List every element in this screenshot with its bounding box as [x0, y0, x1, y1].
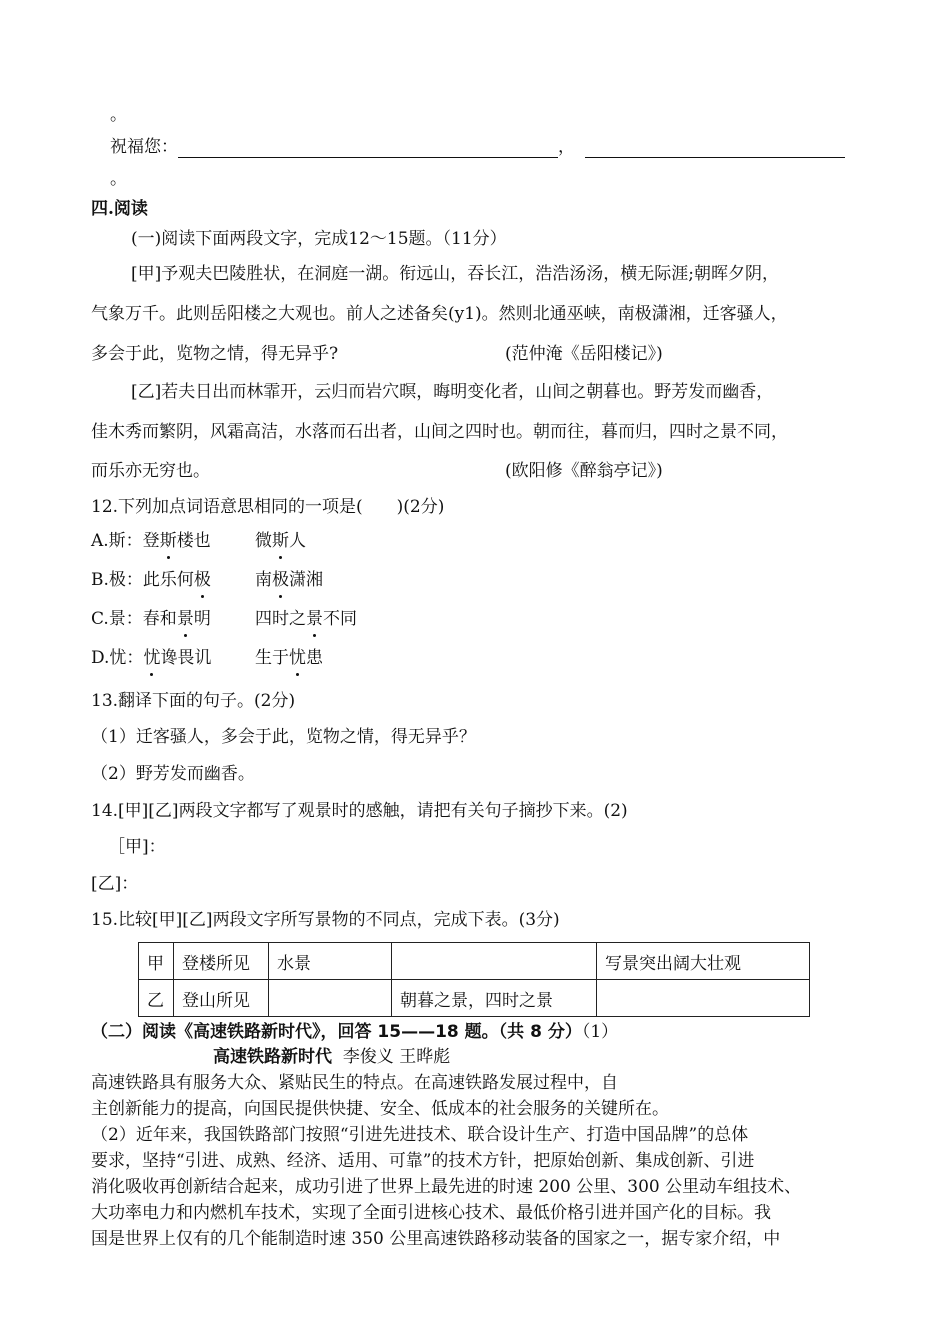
- option-text: D.忧：: [91, 648, 144, 668]
- table-cell: 登楼所见: [174, 943, 269, 980]
- q12-option-d[interactable]: [91, 647, 211, 669]
- passage-jia-source: (范仲淹《岳阳楼记》): [505, 344, 663, 364]
- option-text: 患: [306, 648, 323, 668]
- q12-option-c[interactable]: [91, 608, 211, 630]
- part2-heading-tail: （1）: [581, 1022, 619, 1042]
- table-row: [139, 980, 810, 1017]
- table-cell: 登山所见: [174, 980, 269, 1017]
- dotted-char: 斯: [159, 531, 177, 551]
- q12-option-c-b: [255, 608, 357, 630]
- q13-item-1: （1）迁客骚人，多会于此，览物之情，得无异乎？: [91, 727, 476, 747]
- table-row: [139, 943, 810, 980]
- q13-item-2: （2）野芳发而幽香。: [91, 764, 255, 784]
- comparison-table: [138, 942, 810, 1017]
- article-title-line: [213, 1046, 450, 1068]
- article-line-5: 消化吸收再创新结合起来，成功引进了世界上最先进的时速 200 公里、300 公里动车组技术、: [91, 1177, 802, 1197]
- q13-stem: 13.翻译下面的句子。(2分): [91, 691, 296, 711]
- option-text: 生于: [255, 648, 289, 668]
- passage-yi-line-3: 而乐亦无穷也。: [91, 461, 210, 481]
- q15-stem: 15.比较[甲][乙]两段文字所写景物的不同点，完成下表。(3分): [91, 910, 560, 930]
- option-text: C.景：春和: [91, 609, 177, 629]
- q14-stem: 14.[甲][乙]两段文字都写了观景时的感触，请把有关句子摘抄下来。(2): [91, 801, 628, 821]
- dotted-char: 忧: [143, 648, 161, 668]
- option-text: 谗畏讥: [160, 648, 212, 668]
- wish-line: [110, 136, 845, 158]
- article-line-1: 高速铁路具有服务大众、紧贴民生的特点。在高速铁路发展过程中，自: [91, 1073, 618, 1093]
- dotted-char: 斯: [272, 531, 289, 551]
- dotted-char: 景: [306, 609, 323, 629]
- q14-yi[interactable]: [乙]：: [91, 874, 139, 894]
- option-text: A.斯：登: [91, 531, 160, 551]
- dotted-char: 忧: [289, 648, 306, 668]
- q12-option-a-b: [255, 530, 306, 552]
- part2-heading-line: [91, 1021, 618, 1043]
- table-cell[interactable]: [392, 943, 597, 980]
- option-text: 南: [255, 570, 272, 590]
- dotted-char: 极: [272, 570, 289, 590]
- q12-option-a[interactable]: [91, 530, 211, 552]
- article-line-4: 要求，坚持“引进、成熟、经济、适用、可靠”的技术方针，把原始创新、集成创新、引进: [91, 1151, 755, 1171]
- wish-label: 祝福您：: [110, 137, 178, 157]
- option-text: 潇湘: [289, 570, 323, 590]
- table-cell[interactable]: [269, 980, 392, 1017]
- q14-jia[interactable]: ［甲]：: [108, 837, 166, 857]
- option-text: B.极：此乐何: [91, 570, 194, 590]
- dotted-char: 极: [193, 570, 211, 590]
- part2-heading: （二）阅读《高速铁路新时代》，回答 15——18 题。（共 8 分）: [91, 1022, 582, 1042]
- dotted-char: 景: [176, 609, 194, 629]
- q12-stem: 12.下列加点词语意思相同的一项是( )(2分): [91, 497, 445, 517]
- q12-option-b-b: [255, 569, 323, 591]
- passage-jia-line-2: 气象万千。此则岳阳楼之大观也。前人之述备矣(y1)。然则北通巫峡，南极潇湘，迁客骚人，: [91, 304, 788, 324]
- passage-yi-source: (欧阳修《醉翁亭记》): [505, 461, 663, 481]
- option-text: 微: [255, 531, 272, 551]
- reading-intro: (一)阅读下面两段文字，完成12～15题。（11分）: [131, 229, 507, 249]
- article-title: 高速铁路新时代: [213, 1047, 332, 1067]
- passage-jia-line-3: 多会于此，览物之情，得无异乎?: [91, 344, 339, 364]
- article-line-7: 国是世界上仅有的几个能制造时速 350 公里高速铁路移动装备的国家之一，据专家介绍，中: [91, 1229, 781, 1249]
- wish-blank-2[interactable]: [585, 139, 845, 158]
- article-authors: 李俊义 王晔彪: [342, 1047, 451, 1067]
- table-cell: 水景: [269, 943, 392, 980]
- article-line-2: 主创新能力的提高，向国民提供快捷、安全、低成本的社会服务的关键所在。: [91, 1099, 669, 1119]
- article-line-6: 大功率电力和内燃机车技术，实现了全面引进核心技术、最低价格引进并国产化的目标。我: [91, 1203, 771, 1223]
- option-text: 楼也: [176, 531, 211, 551]
- q12-option-d-b: [255, 647, 323, 669]
- table-cell: 朝暮之景，四时之景: [392, 980, 597, 1017]
- table-cell: 乙: [139, 980, 174, 1017]
- table-cell: 甲: [139, 943, 174, 980]
- passage-yi-line-2: 佳木秀而繁阴，风霜高洁，水落而石出者，山间之四时也。朝而往，暮而归，四时之景不同，: [91, 422, 788, 442]
- q12-option-b[interactable]: [91, 569, 211, 591]
- wish-comma: ，: [558, 137, 575, 157]
- wish-blank-1[interactable]: [178, 139, 558, 158]
- passage-yi-line-1: [乙]若夫日出而林霏开，云归而岩穴暝，晦明变化者，山间之朝暮也。野芳发而幽香，: [131, 382, 774, 402]
- trailing-period: 。: [110, 105, 127, 125]
- option-text: 明: [193, 609, 211, 629]
- option-text: 四时之: [255, 609, 306, 629]
- article-line-3: （2）近年来，我国铁路部门按照“引进先进技术、联合设计生产、打造中国品牌”的总体: [91, 1125, 749, 1145]
- passage-jia-line-1: [甲]予观夫巴陵胜状，在洞庭一湖。衔远山，吞长江，浩浩汤汤，横无际涯;朝晖夕阴，: [131, 264, 779, 284]
- section-heading: 四.阅读: [91, 199, 148, 219]
- table-cell[interactable]: [597, 980, 810, 1017]
- table-cell: 写景突出阔大壮观: [597, 943, 810, 980]
- option-text: 不同: [323, 609, 357, 629]
- option-text: 人: [289, 531, 306, 551]
- trailing-period-2: 。: [110, 169, 127, 189]
